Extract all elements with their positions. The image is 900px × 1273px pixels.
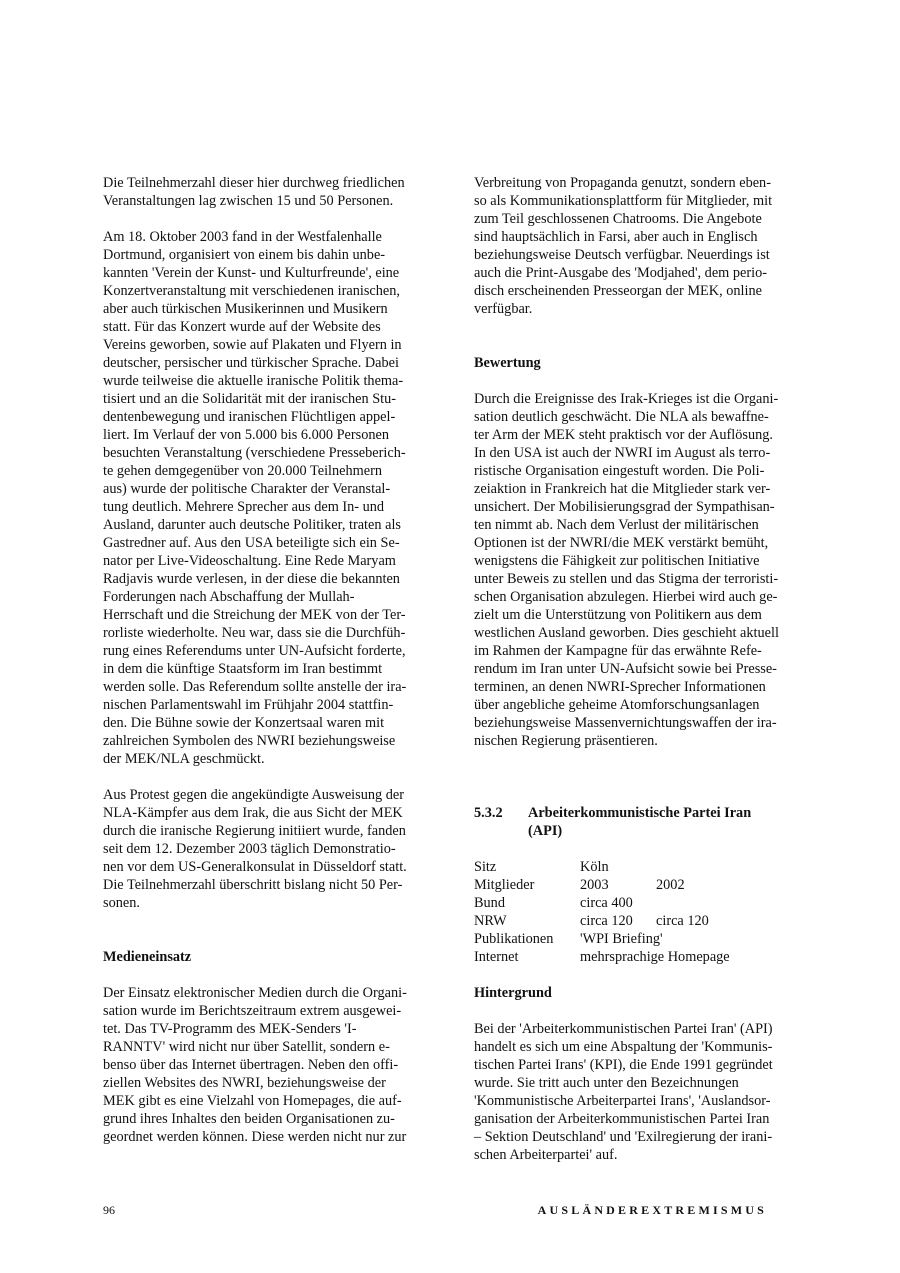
page-number: 96	[103, 1203, 115, 1217]
paragraph: Am 18. Oktober 2003 fand in der Westfalenhalle Dortmund, organisiert von einem bis dahin unbe- kannten 'Verein der Kunst- und Kulturfreunde', eine Konzertveranstaltung mit verschiedenen iranischen, aber auch türkischen Musikerinnen und Musikern statt. Für das Konzert wurde auf der Website des Vereins geworben, sowie auf Plakaten und Flyern in deutscher, persischer und türkischer Sprache. Dabei wurde teilweise die aktuelle iranische Politik thema- tisiert und an die Solidarität mit der iranischen Stu- dentenbewegung und iranischen Flüchtligen appel- liert. Im Verlauf der von 5.000 bis 6.000 Personen besuchten Veranstaltung (verschiedene Presseberich- te gehen demgegenüber von 20.000 Teilnehmern aus) wurde der politische Charakter der Veranstal- tung deutlich. Mehrere Sprecher aus dem In- und Ausland, darunter auch deutsche Politiker, traten als Gastredner auf. Aus den USA beteiligte sich ein Se- nator per Live-Videoschaltung. Eine Rede Maryam Radjavis wurde verlesen, in der diese die bekannten Forderungen nach Abschaffung der Mullah- Herrschaft und die Streichung der MEK von der Ter- rorliste wiederholte. Neu war, dass sie die Durchfüh- rung eines Referendums unter UN-Aufsicht forderte, in dem die künftige Staatsform im Iran bestimmt werden solle. Das Referendum sollte anstelle der ira- nischen Parlamentswahl im Frühjahr 2004 stattfin- den. Die Bühne sowie der Konzertsaal waren mit zahlreichen Symbolen des NWRI beziehungsweise der MEK/NLA geschmückt.	[103, 229, 407, 767]
fact-row	[474, 930, 730, 948]
facts-table	[474, 858, 730, 966]
fact-value-2002: 2002	[656, 877, 685, 893]
fact-row	[474, 894, 730, 912]
fact-label: Publikationen	[474, 931, 554, 947]
fact-value: Köln	[580, 859, 609, 875]
right-column	[474, 174, 800, 1164]
fact-value: 'WPI Briefing'	[580, 931, 663, 947]
section-number: 5.3.2	[474, 805, 503, 821]
fact-row	[474, 876, 730, 894]
fact-label: NRW	[474, 913, 507, 929]
paragraph: Verbreitung von Propaganda genutzt, sondern eben- so als Kommunikationsplattform für Mitglieder, mit zum Teil geschlossenen Chatrooms. Die Angebote sind hauptsächlich in Farsi, aber auch in Englisch beziehungsweise Deutsch verfügbar. Neuerdings ist auch die Print-Ausgabe des 'Modjahed', dem perio- disch erscheinenden Presseorgan der MEK, online verfügbar.	[474, 175, 773, 317]
fact-value: 2003	[580, 877, 609, 893]
paragraph: Bei der 'Arbeiterkommunistischen Partei Iran' (API) handelt es sich um eine Abspaltung der 'Kommunis- tischen Partei Irans' (KPI), die Ende 1991 gegründet wurde. Sie tritt auch unter den Bezeichnungen 'Kommunistische Arbeiterpartei Irans', 'Auslandsor- ganisation der Arbeiterkommunistischen Partei Iran – Sektion Deutschland' und 'Exilregierung der irani- schen Arbeiterpartei' auf.	[474, 1021, 773, 1163]
fact-row	[474, 912, 730, 930]
fact-row	[474, 858, 730, 876]
running-title: AUSLÄNDEREXTREMISMUS	[537, 1203, 767, 1217]
paragraph: Der Einsatz elektronischer Medien durch die Organi- sation wurde im Berichtszeitraum extrem ausgewei- tet. Das TV-Programm des MEK-Senders 'I- RANNTV' wird nicht nur über Satellit, sondern e- benso über das Internet übertragen. Neben den offi- ziellen Websites des NWRI, beziehungsweise der MEK gibt es eine Vielzahl von Homepages, die auf- grund ihres Inhaltes den beiden Organisationen zu- geordnet werden können. Diese werden nicht nur zur	[103, 985, 407, 1145]
fact-label: Internet	[474, 949, 519, 965]
paragraph: Durch die Ereignisse des Irak-Krieges ist die Organi- sation deutlich geschwächt. Die NLA als bewaffne- ter Arm der MEK steht praktisch vor der Auflösung. In den USA ist auch der NWRI im August als terro- ristische Organisation eingestuft worden. Die Poli- zeiaktion in Frankreich hat die Mitglieder stark ver- unsichert. Der Mobilisierungsgrad der Sympathisan- ten nimmt ab. Nach dem Verlust der militärischen Optionen ist der NWRI/die MEK verstärkt bemüht, wenigstens die Fähigkeit zur politischen Initiative unter Beweis zu stellen und das Stigma der terroristi- schen Organisation abzulegen. Hierbei wird auch ge- zielt um die Unterstützung von Politikern aus dem westlichen Ausland geworben. Dies geschieht aktuell im Rahmen der Kampagne für das erwähnte Refe- rendum im Iran unter UN-Aufsicht sowie bei Presse- terminen, an denen NWRI-Sprecher Informationen über angebliche geheime Atomforschungsanlagen beziehungsweise Massenvernichtungswaffen der ira- nischen Regierung präsentieren.	[474, 391, 779, 749]
heading-hintergrund: Hintergrund	[474, 985, 552, 1001]
fact-value-2002: circa 120	[656, 913, 709, 929]
fact-value: circa 400	[580, 895, 633, 911]
heading-bewertung: Bewertung	[474, 355, 541, 371]
heading-medieneinsatz: Medieneinsatz	[103, 949, 192, 965]
fact-label: Mitglieder	[474, 877, 535, 893]
paragraph: Die Teilnehmerzahl dieser hier durchweg friedlichen Veranstaltungen lag zwischen 15 und 50 Personen.	[103, 175, 405, 209]
fact-value: mehrsprachige Homepage	[580, 949, 730, 965]
section-title: Arbeiterkommunistische Partei Iran (API)	[528, 805, 752, 839]
fact-label: Sitz	[474, 859, 497, 875]
page-footer	[103, 1201, 767, 1219]
fact-label: Bund	[474, 895, 505, 911]
paragraph: Aus Protest gegen die angekündigte Ausweisung der NLA-Kämpfer aus dem Irak, die aus Sicht der MEK durch die iranische Regierung initiiert wurde, fanden seit dem 12. Dezember 2003 täglich Demonstratio- nen vor dem US-Generalkonsulat in Düsseldorf statt. Die Teilnehmerzahl überschritt bislang nicht 50 Per- sonen.	[103, 787, 407, 911]
section-heading	[474, 804, 800, 840]
fact-value: circa 120	[580, 913, 633, 929]
left-column	[103, 174, 426, 1146]
fact-row	[474, 948, 730, 966]
